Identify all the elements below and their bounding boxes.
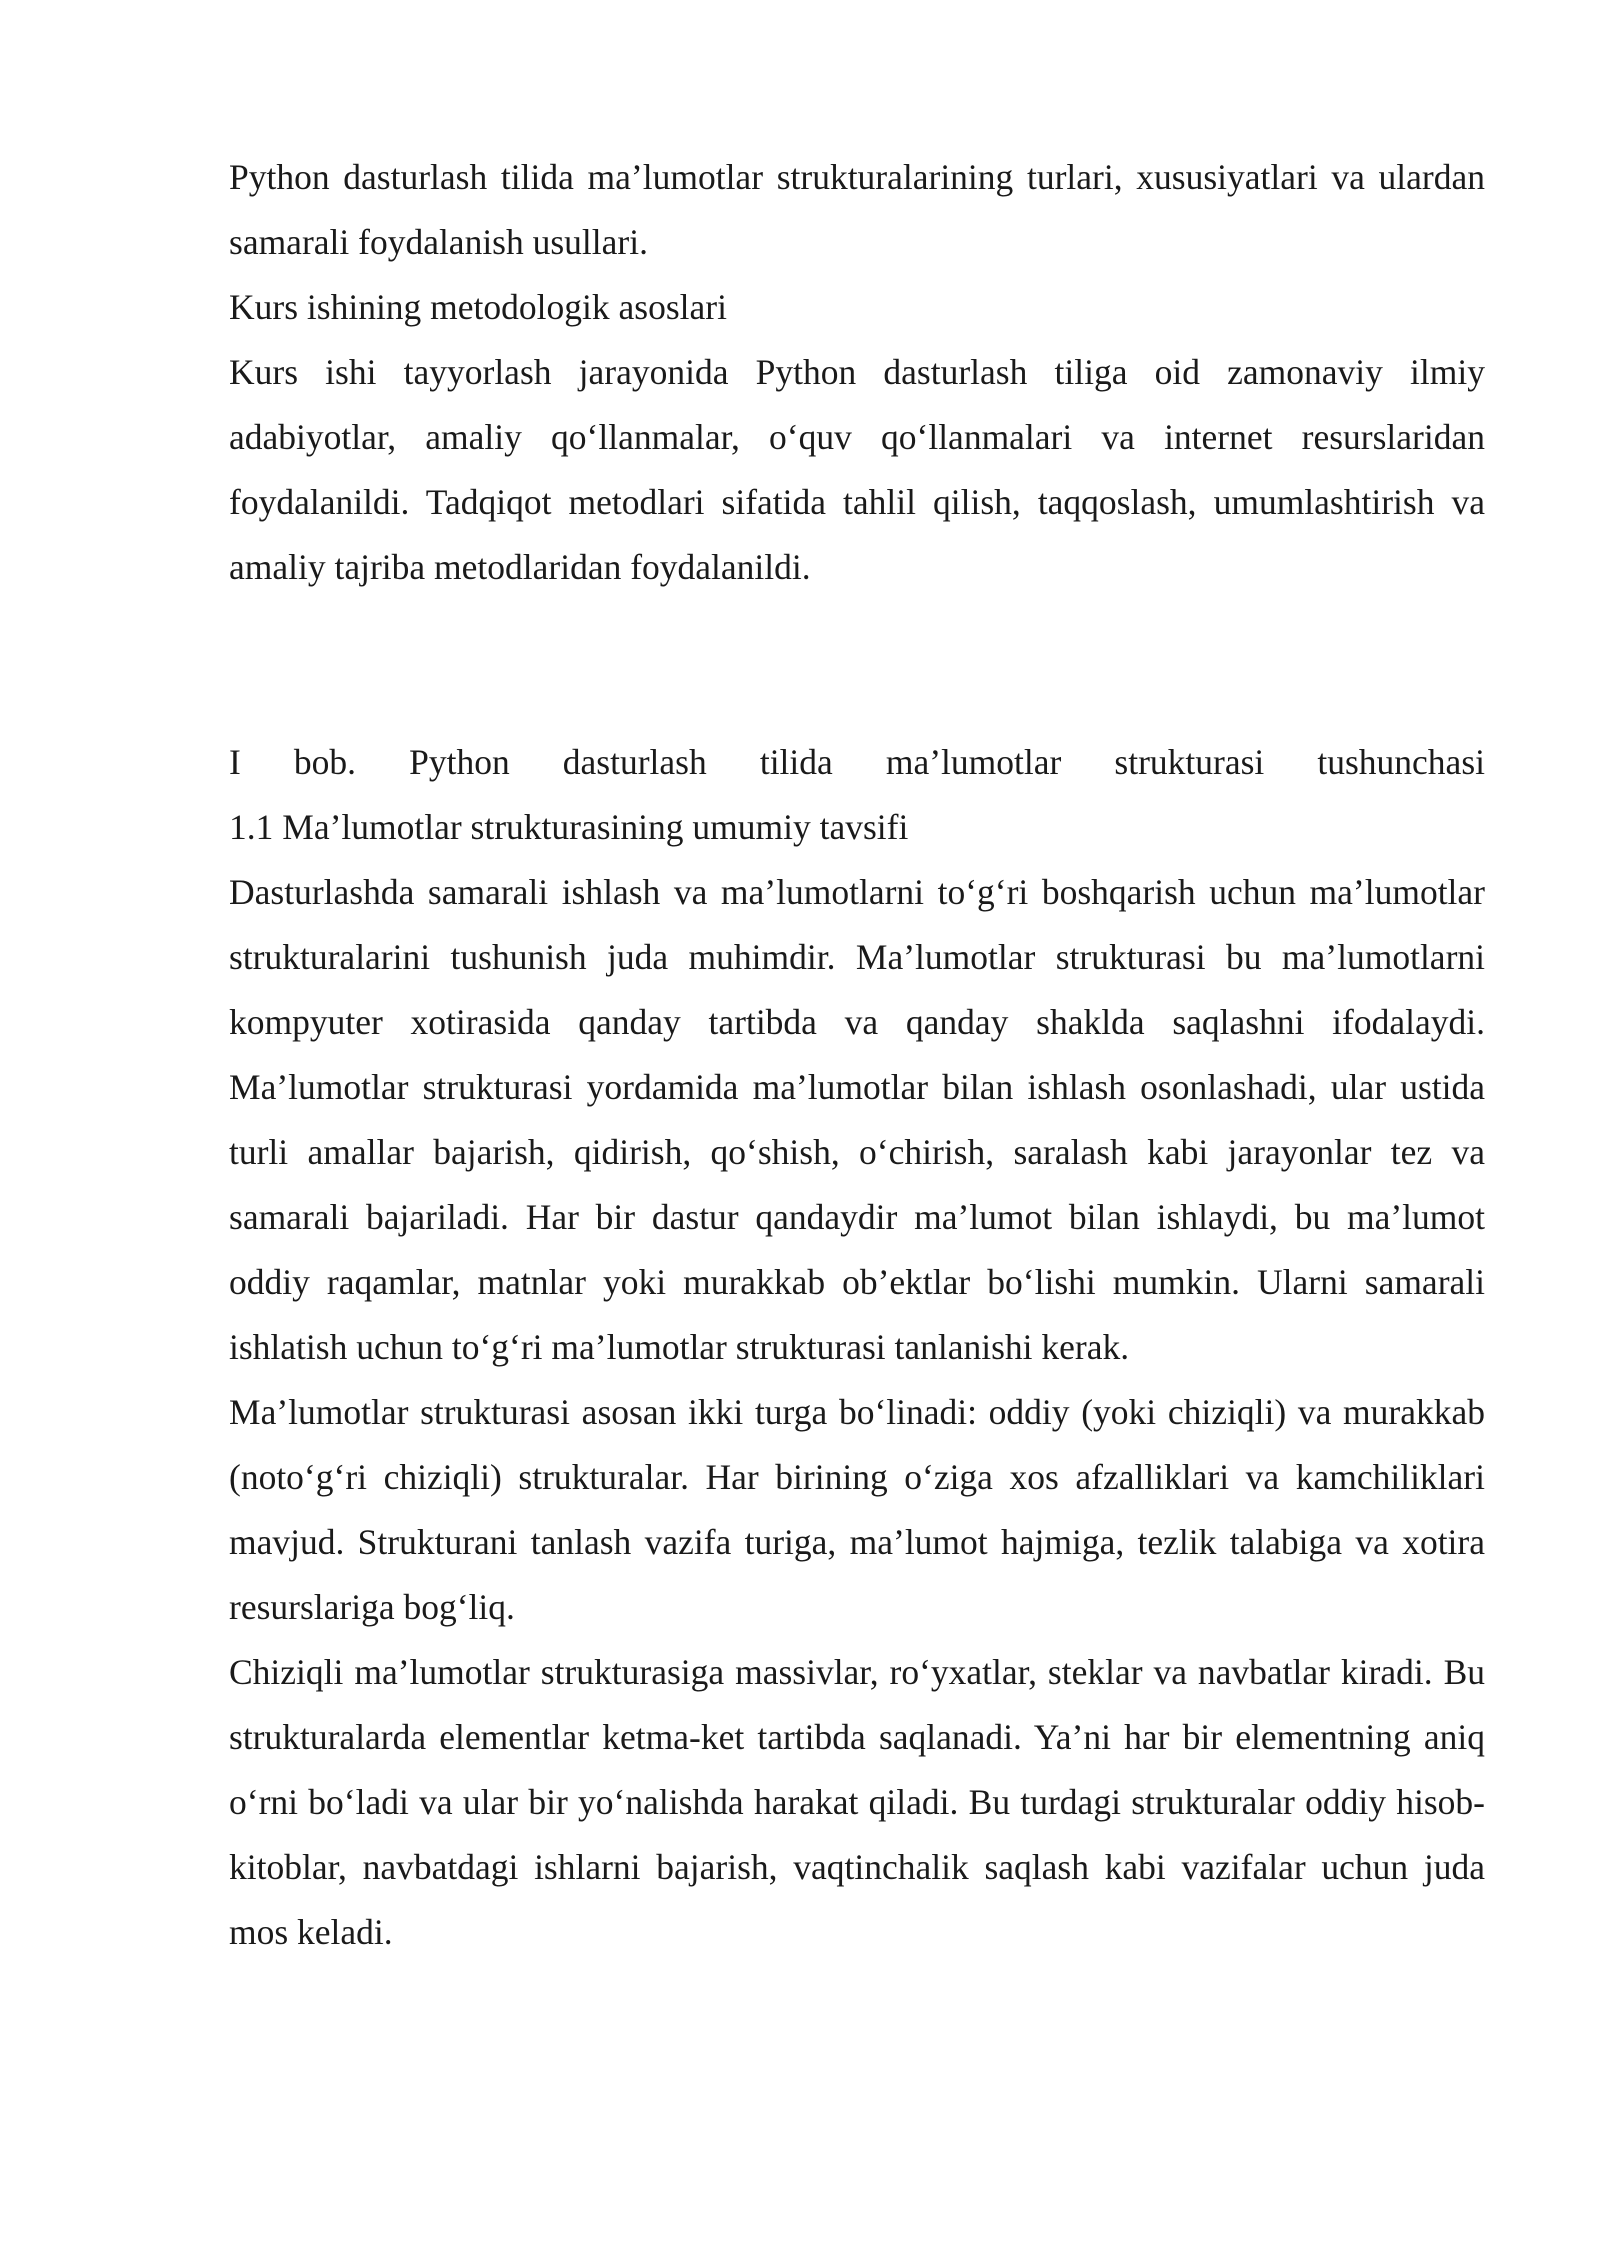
chapter-heading: I bob. Python dasturlash tilida ma’lumotlar strukturasi tushunchasi [229,742,1485,782]
methodology-paragraph: Kurs ishi tayyorlash jarayonida Python dasturlash tiliga oid zamonaviy ilmiy adabiyotlar, amaliy qo‘llanmalar, o‘quv qo‘llanmalari va internet resurslaridan foydalanildi. Tadqiqot metodlari sifatida tahlil qilish, taqqoslash, umumlashtirish va amaliy tajriba metodlaridan foydalanildi. [229,352,1485,587]
body-paragraph-3: Chiziqli ma’lumotlar strukturasiga massivlar, ro‘yxatlar, steklar va navbatlar kiradi. Bu strukturalarda elementlar ketma-ket tartibda saqlanadi. Ya’ni har bir elementning aniq o‘rni bo‘ladi va ular bir yo‘nalishda harakat qiladi. Bu turdagi strukturalar oddiy hisob-kitoblar, navbatdagi ishlarni bajarish, vaqtinchalik saqlash kabi vazifalar uchun juda mos keladi. [229,1652,1485,1952]
topic-paragraph: Python dasturlash tilida ma’lumotlar strukturalarining turlari, xususiyatlari va ulardan samarali foydalanish usullari. [229,157,1485,262]
section-gap [229,600,1485,730]
body-paragraph-1: Dasturlashda samarali ishlash va ma’lumotlarni to‘g‘ri boshqarish uchun ma’lumotlar strukturalarini tushunish juda muhimdir. Ma’lumotlar strukturasi bu ma’lumotlarni kompyuter xotirasida qanday tartibda va qanday shaklda saqlashni ifodalaydi. Ma’lumotlar strukturasi yordamida ma’lumotlar bilan ishlash osonlashadi, ular ustida turli amallar bajarish, qidirish, qo‘shish, o‘chirish, saralash kabi jarayonlar tez va samarali bajariladi. Har bir dastur qandaydir ma’lumot bilan ishlaydi, bu ma’lumot oddiy raqamlar, matnlar yoki murakkab ob’ektlar bo‘lishi mumkin. Ularni samarali ishlatish uchun to‘g‘ri ma’lumotlar strukturasi tanlanishi kerak. [229,872,1485,1367]
body-paragraph-2: Ma’lumotlar strukturasi asosan ikki turga bo‘linadi: oddiy (yoki chiziqli) va murakkab (noto‘g‘ri chiziqli) strukturalar. Har birining o‘ziga xos afzalliklari va kamchiliklari mavjud. Strukturani tanlash vazifa turiga, ma’lumot hajmiga, tezlik talabiga va xotira resurslariga bog‘liq. [229,1392,1485,1627]
document-body [229,145,1485,1965]
methodology-heading: Kurs ishining metodologik asoslari [229,287,727,327]
section-heading: 1.1 Ma’lumotlar strukturasining umumiy tavsifi [229,807,909,847]
